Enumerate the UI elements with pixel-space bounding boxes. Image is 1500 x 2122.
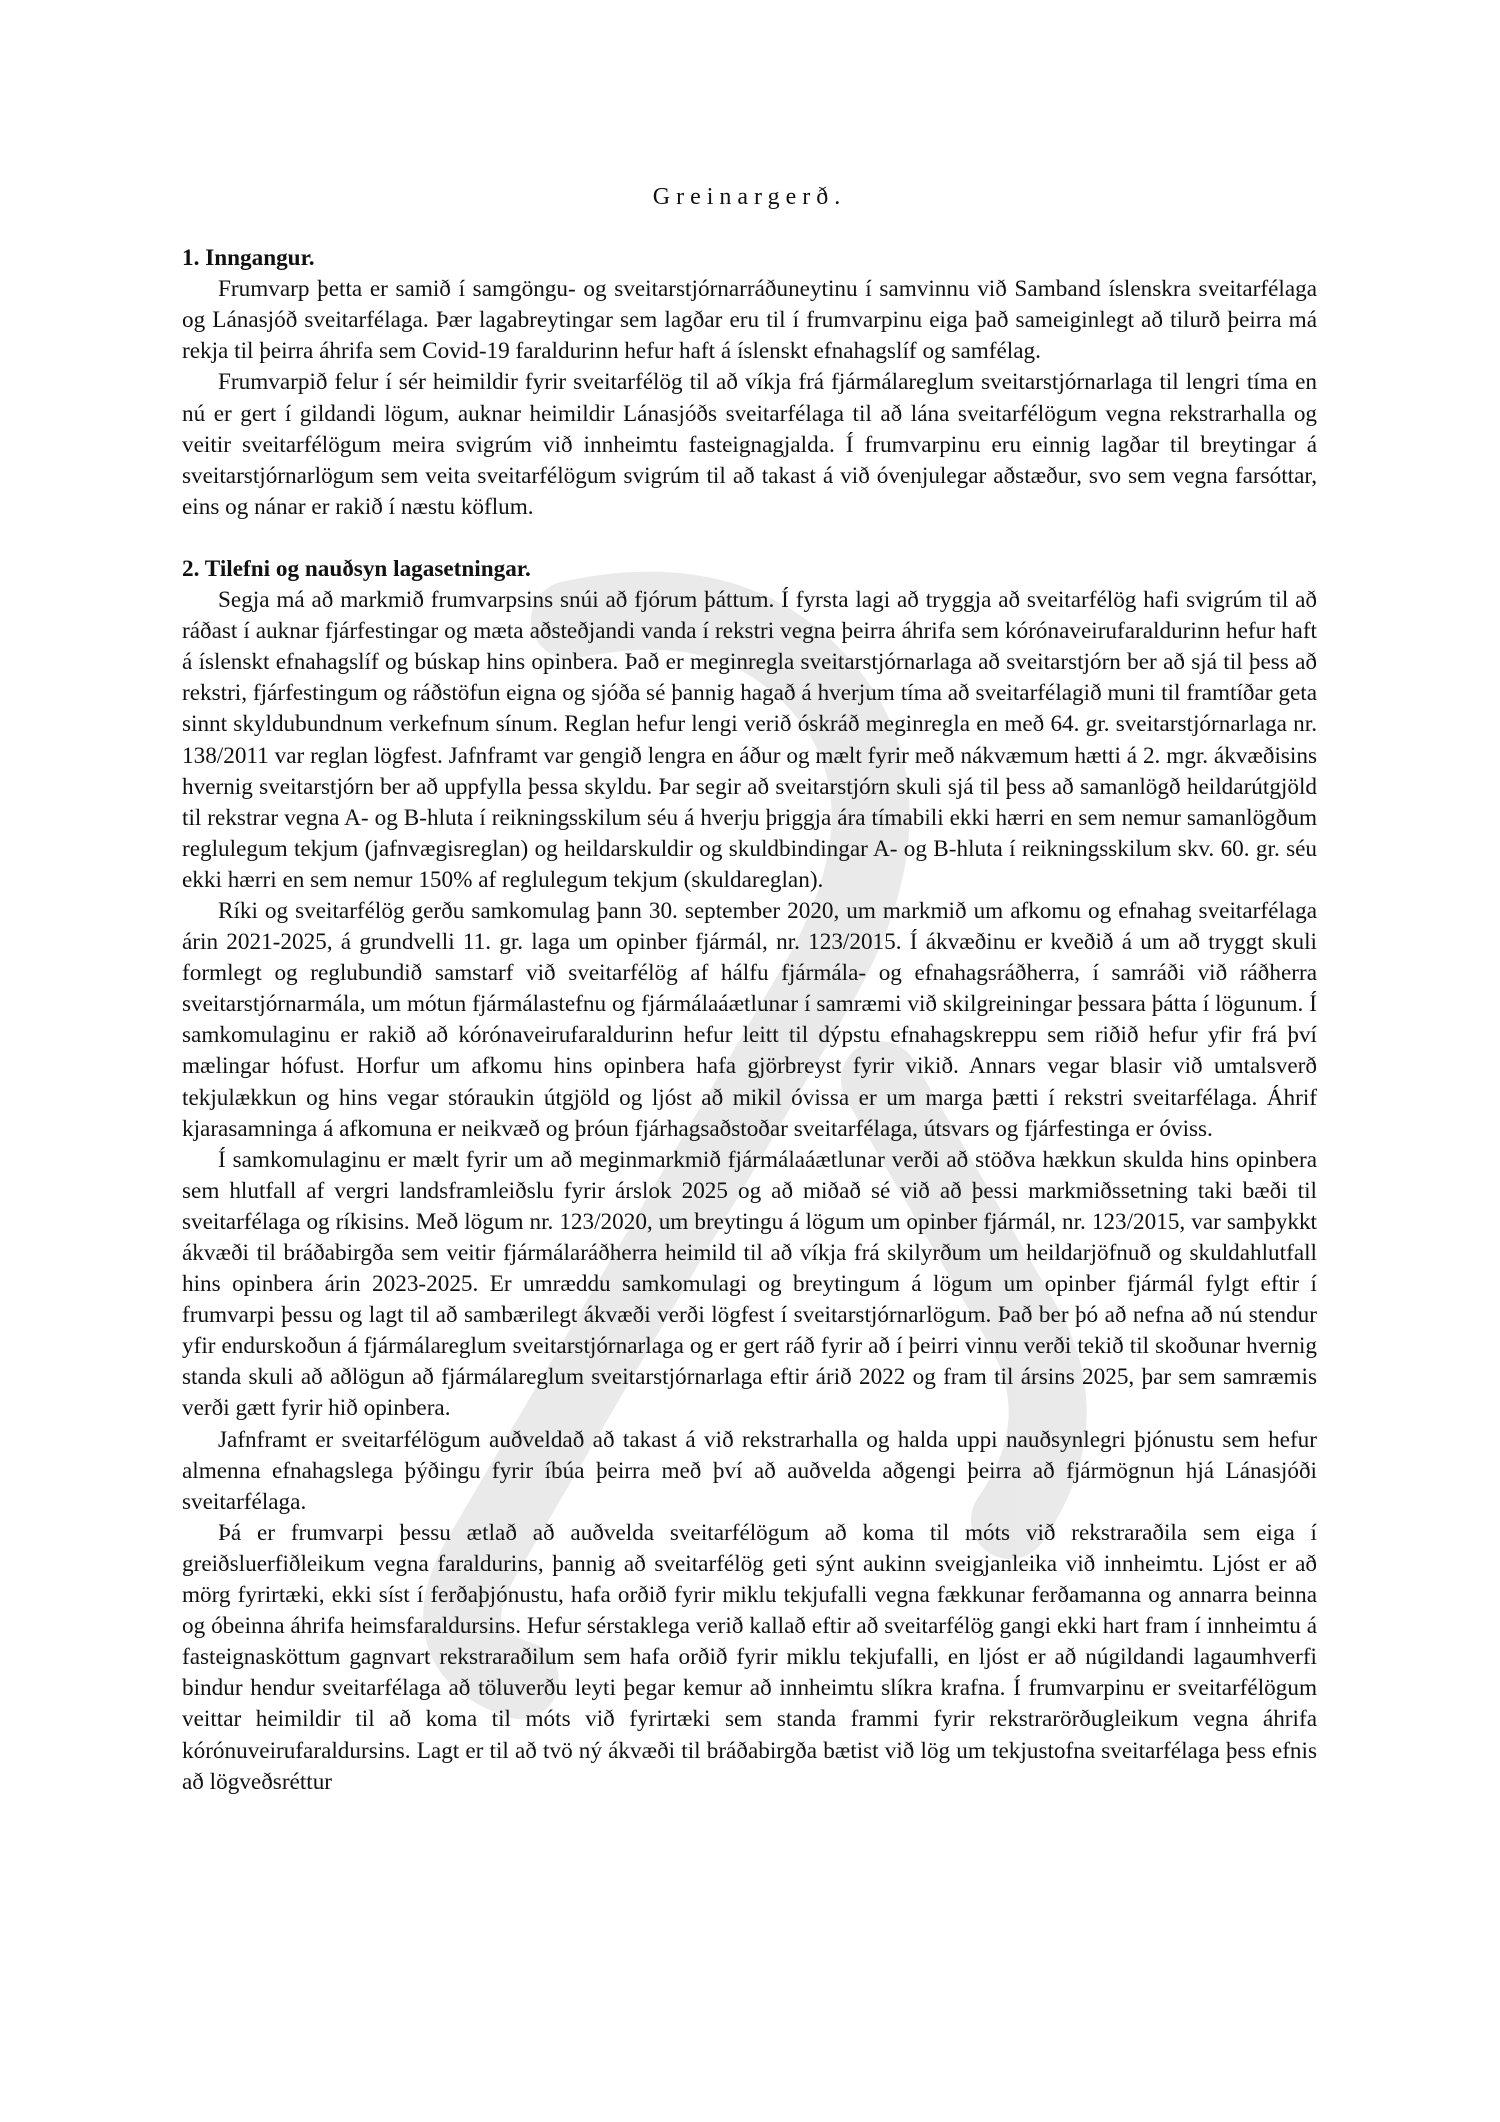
paragraph: Jafnframt er sveitarfélögum auðveldað að takast á við rekstrarhalla og halda uppi nauðsynlegri þjónustu sem hefur almenna efnahagslega þýðingu fyrir íbúa þeirra með því að auðvelda aðgengi þeirra að fjármögnun hjá Lánasjóði sveitarfélaga. <box>182 1426 1317 1515</box>
paragraph: Frumvarpið felur í sér heimildir fyrir sveitarfélög til að víkja frá fjármálareglum sveitarstjórnarlaga til lengri tíma en nú er gert í gildandi lögum, auknar heimildir Lánasjóðs sveitarfélaga til að lána sveitarfélögum vegna rekstrarhalla og veitir sveitarfélögum meira svigrúm við innheimtu fasteignagjalda. Í frumvarpinu eru einnig lagðar til breytingar á sveitarstjórnarlögum sem veita sveitarfélögum svigrúm til að takast á við óvenjulegar aðstæður, svo sem vegna farsóttar, eins og nánar er rakið í næstu köflum. <box>182 369 1317 520</box>
section-tilefni <box>182 554 1317 1798</box>
paragraph: Ríki og sveitarfélög gerðu samkomulag þann 30. september 2020, um markmið um afkomu og efnahag sveitarfélaga árin 2021-2025, á grundvelli 11. gr. laga um opinber fjármál, nr. 123/2015. Í ákvæðinu er kveðið á um að tryggt skuli formlegt og reglubundið samstarf við sveitarfélög af hálfu fjármála- og efnahagsráðherra, í samráði við ráðherra sveitarstjórnarmála, um mótun fjármálastefnu og fjármálaáætlunar í samræmi við skilgreiningar þessara þátta í lögunum. Í samkomulaginu er rakið að kórónaveirufaraldurinn hefur leitt til dýpstu efnahagskreppu sem riðið hefur yfir frá því mælingar hófust. Horfur um afkomu hins opinbera hafa gjörbreyst fyrir vikið. Annars vegar blasir við umtalsverð tekjulækkun og hins vegar stóraukin útgjöld og ljóst að mikil óvissa er um marga þætti í rekstri sveitarfélaga. Áhrif kjarasamninga á afkomuna er neikvæð og þróun fjárhagsaðstoðar sveitarfélaga, útsvars og fjárfestinga er óviss. <box>182 897 1317 1142</box>
section-heading: 1. Inngangur. <box>182 245 315 272</box>
section-heading: 2. Tilefni og nauðsyn lagasetningar. <box>182 555 531 582</box>
section-inngangur <box>182 243 1317 523</box>
document-title: Greinargerð. <box>652 184 847 210</box>
paragraph: Frumvarp þetta er samið í samgöngu- og sveitarstjórnarráðuneytinu í samvinnu við Samband íslenskra sveitarfélaga og Lánasjóð sveitarfélaga. Þær lagabreytingar sem lagðar eru til í frumvarpinu eiga það sameiginlegt að tilurð þeirra má rekja til þeirra áhrifa sem Covid-19 faraldurinn hefur haft á íslenskt efnahagslíf og samfélag. <box>182 276 1317 365</box>
document-page <box>182 170 1317 1829</box>
paragraph: Í samkomulaginu er mælt fyrir um að meginmarkmið fjármálaáætlunar verði að stöðva hækkun skulda hins opinbera sem hlutfall af vergri landsframleiðslu fyrir árslok 2025 og að miðað sé við að þessi markmiðssetning taki bæði til sveitarfélaga og ríkisins. Með lögum nr. 123/2020, um breytingu á lögum um opinber fjármál, nr. 123/2015, var samþykkt ákvæði til bráðabirgða sem veitir fjármálaráðherra heimild til að víkja frá skilyrðum um heildarjöfnuð og skuldahlutfall hins opinbera árin 2023-2025. Er umræddu samkomulagi og breytingum á lögum um opinber fjármál fylgt eftir í frumvarpi þessu og lagt til að sambærilegt ákvæði verði lögfest í sveitarstjórnarlögum. Það ber þó að nefna að nú stendur yfir endurskoðun á fjármálareglum sveitarstjórnarlaga og er gert ráð fyrir að í þeirri vinnu verði tekið til skoðunar hvernig standa skuli að aðlögun að fjármálareglum sveitarstjórnarlaga eftir árið 2022 og fram til ársins 2025, þar sem samræmis verði gætt fyrir hið opinbera. <box>182 1146 1317 1422</box>
paragraph: Þá er frumvarpi þessu ætlað að auðvelda sveitarfélögum að koma til móts við rekstraraðila sem eiga í greiðsluerfiðleikum vegna faraldurins, þannig að sveitarfélög geti sýnt aukinn sveigjanleika við innheimtu. Ljóst er að mörg fyrirtæki, ekki síst í ferðaþjónustu, hafa orðið fyrir miklu tekjufalli vegna fækkunar ferðamanna og annarra beinna og óbeinna áhrifa heimsfaraldursins. Hefur sérstaklega verið kallað eftir að sveitarfélög gangi ekki hart fram í innheimtu á fasteignasköttum gagnvart rekstraraðilum sem hafa orðið fyrir miklu tekjufalli, en ljóst er að núgildandi lagaumhverfi bindur hendur sveitarfélaga að töluverðu leyti þegar kemur að innheimtu slíkra krafna. Í frumvarpinu er sveitarfélögum veittar heimildir til að koma til móts við fyrirtæki sem standa frammi fyrir rekstrarörðugleikum vegna áhrifa kórónuveirufaraldursins. Lagt er til að tvö ný ákvæði til bráðabirgða bætist við lög um tekjustofna sveitarfélaga þess efnis að lögveðsréttur <box>182 1519 1317 1795</box>
paragraph: Segja má að markmið frumvarpsins snúi að fjórum þáttum. Í fyrsta lagi að tryggja að sveitarfélög hafi svigrúm til að ráðast í auknar fjárfestingar og mæta aðsteðjandi vanda í rekstri vegna þeirra áhrifa sem kórónaveirufaraldurinn hefur haft á íslenskt efnahagslíf og búskap hins opinbera. Það er meginregla sveitarstjórnarlaga að sveitarstjórn ber að sjá til þess að rekstri, fjárfestingum og ráðstöfun eigna og sjóða sé þannig hagað á hverjum tíma að sveitarfélagið muni til framtíðar geta sinnt skyldubundnum verkefnum sínum. Reglan hefur lengi verið óskráð meginregla en með 64. gr. sveitarstjórnarlaga nr. 138/2011 var reglan lögfest. Jafnframt var gengið lengra en áður og mælt fyrir með nákvæmum hætti á 2. mgr. ákvæðisins hvernig sveitarstjórn ber að uppfylla þessa skyldu. Þar segir að sveitarstjórn skuli sjá til þess að samanlögð heildarútgjöld til rekstrar vegna A- og B-hluta í reikningsskilum séu á hverju þriggja ára tímabili ekki hærri en sem nemur samanlögðum reglulegum tekjum (jafnvægisreglan) og heildarskuldir og skuldbindingar A- og B-hluta í reikningsskilum skv. 60. gr. séu ekki hærri en sem nemur 150% af reglulegum tekjum (skuldareglan). <box>182 587 1317 893</box>
